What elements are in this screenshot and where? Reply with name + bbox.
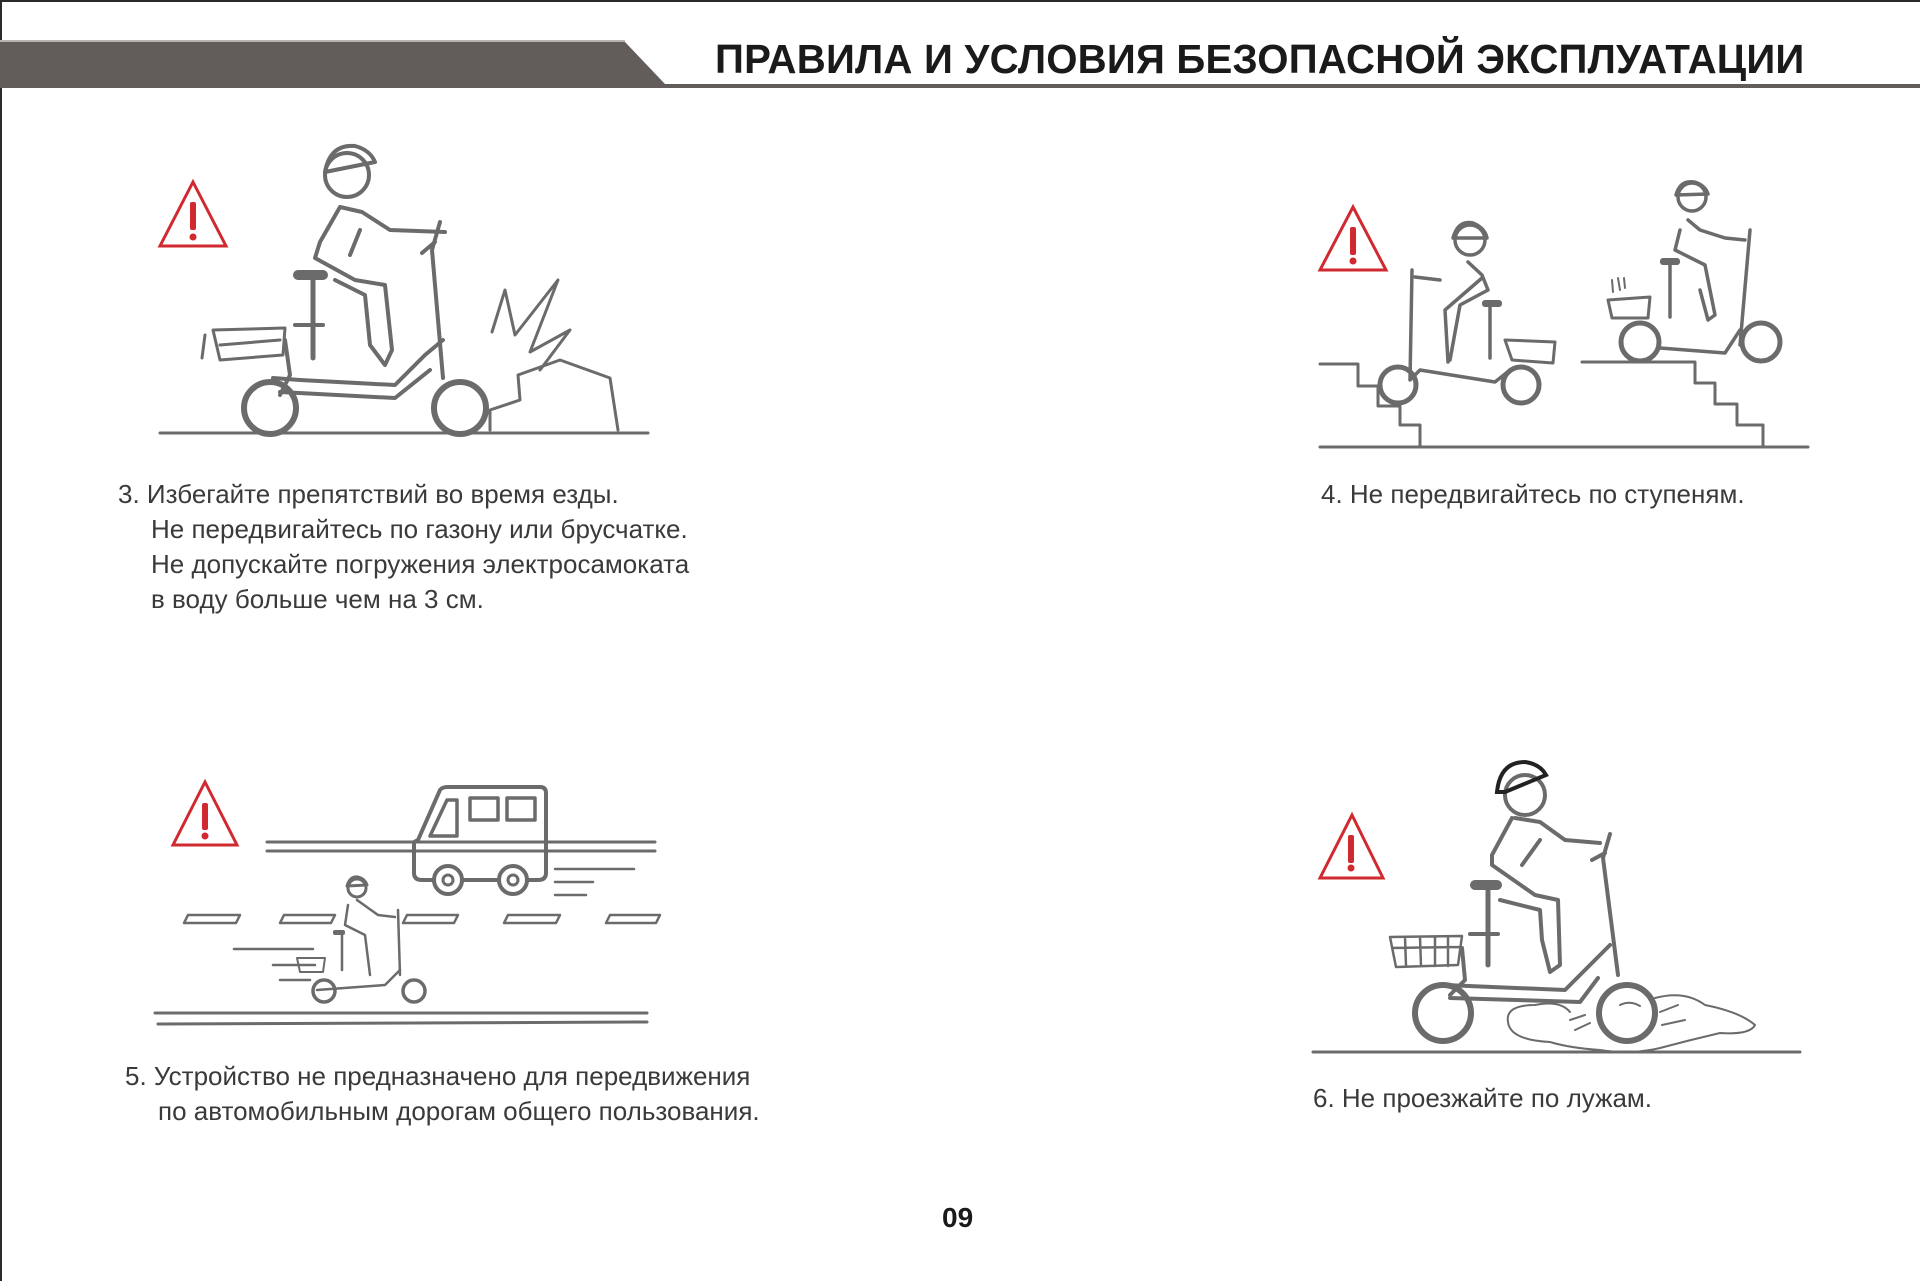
warning-triangle-icon — [1320, 815, 1383, 878]
caption-line: Не допускайте погружения электросамоката — [151, 549, 690, 579]
caption-line: по автомобильным дорогам общего пользования. — [158, 1096, 760, 1126]
caption-section-3 — [118, 477, 689, 617]
illustration-scooter-on-road-with-bus — [150, 770, 670, 1030]
page-border-left — [0, 0, 2, 1281]
caption-line: 3. Избегайте препятствий во время езды. — [118, 479, 619, 509]
caption-section-5 — [125, 1059, 760, 1129]
caption-line: 4. Не передвигайтесь по ступеням. — [1321, 479, 1745, 509]
caption-section-4 — [1321, 477, 1745, 512]
page-title: ПРАВИЛА И УСЛОВИЯ БЕЗОПАСНОЙ ЭКСПЛУАТАЦИИ — [715, 36, 1805, 82]
illustration-scooter-on-stairs — [1300, 170, 1820, 460]
warning-triangle-icon — [1320, 207, 1386, 270]
warning-triangle-icon — [160, 182, 226, 246]
caption-section-6 — [1313, 1081, 1652, 1116]
caption-line: Не передвигайтесь по газону или брусчатке. — [151, 514, 688, 544]
caption-line: в воду больше чем на 3 см. — [151, 584, 484, 614]
illustration-scooter-through-puddle — [1300, 750, 1820, 1060]
caption-line: 5. Устройство не предназначено для передвижения — [125, 1061, 751, 1091]
caption-line: 6. Не проезжайте по лужам. — [1313, 1083, 1653, 1113]
page-number: 09 — [942, 1202, 974, 1233]
illustration-scooter-hitting-rock — [140, 130, 660, 440]
warning-triangle-icon — [173, 782, 237, 845]
